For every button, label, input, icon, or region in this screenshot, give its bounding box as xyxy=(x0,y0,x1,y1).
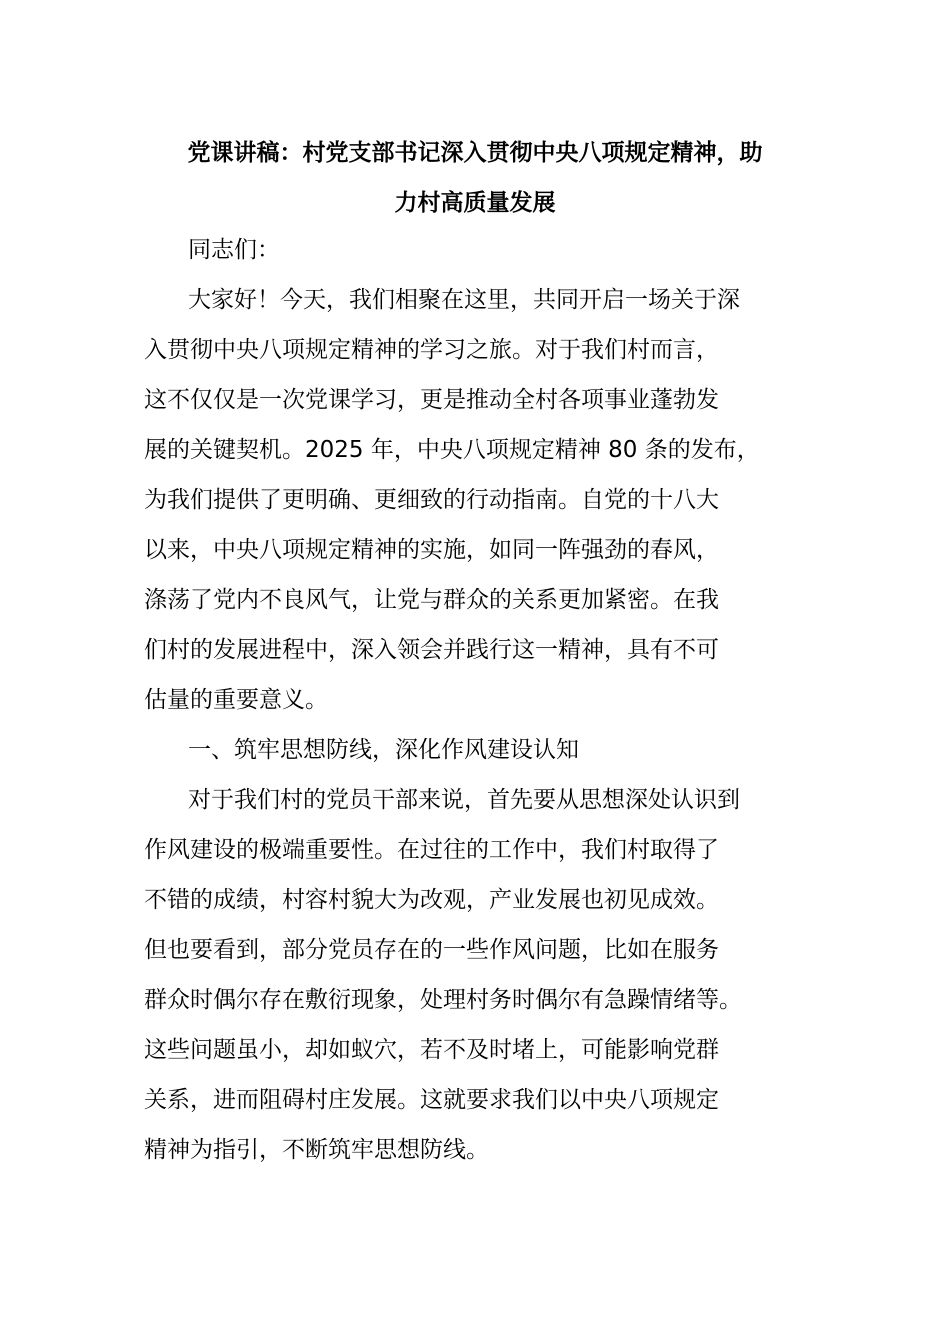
section-paragraph-line: 群众时偶尔存在敷衍现象，处理村务时偶尔有急躁情绪等。 xyxy=(144,987,742,1013)
intro-paragraph-line: 以来，中央八项规定精神的实施，如同一阵强劲的春风， xyxy=(144,537,719,563)
intro-paragraph-line: 估量的重要意义。 xyxy=(144,687,328,713)
section-paragraph-line: 这些问题虽小，却如蚁穴，若不及时堵上，可能影响党群 xyxy=(144,1037,719,1063)
section-paragraph-line: 关系，进而阻碍村庄发展。这就要求我们以中央八项规定 xyxy=(144,1087,719,1113)
section-heading: 一、筑牢思想防线，深化作风建设认知 xyxy=(188,737,579,763)
title-line-1: 党课讲稿：村党支部书记深入贯彻中央八项规定精神，助 xyxy=(187,140,763,166)
intro-paragraph-line: 这不仅仅是一次党课学习，更是推动全村各项事业蓬勃发 xyxy=(144,387,719,413)
intro-paragraph-line: 涤荡了党内不良风气，让党与群众的关系更加紧密。在我 xyxy=(144,587,719,613)
greeting: 同志们： xyxy=(188,237,280,263)
intro-paragraph-line: 为我们提供了更明确、更细致的行动指南。自党的十八大 xyxy=(144,487,719,513)
intro-paragraph-line: 展的关键契机。2025 年，中央八项规定精神 80 条的发布， xyxy=(144,437,760,463)
document-body xyxy=(144,225,824,1175)
title-line-2: 力村高质量发展 xyxy=(394,190,556,216)
intro-paragraph-line: 大家好！今天，我们相聚在这里，共同开启一场关于深 xyxy=(188,287,740,313)
intro-paragraph-line: 入贯彻中央八项规定精神的学习之旅。对于我们村而言， xyxy=(144,337,719,363)
intro-paragraph-line: 们村的发展进程中，深入领会并践行这一精神，具有不可 xyxy=(144,637,719,663)
section-paragraph-line: 作风建设的极端重要性。在过往的工作中，我们村取得了 xyxy=(144,837,719,863)
section-paragraph-line: 不错的成绩，村容村貌大为改观，产业发展也初见成效。 xyxy=(144,887,719,913)
section-paragraph-line: 但也要看到，部分党员存在的一些作风问题，比如在服务 xyxy=(144,937,719,963)
section-paragraph-line: 精神为指引，不断筑牢思想防线。 xyxy=(144,1137,489,1163)
document-title xyxy=(140,128,810,228)
section-paragraph-line: 对于我们村的党员干部来说，首先要从思想深处认识到 xyxy=(188,787,740,813)
